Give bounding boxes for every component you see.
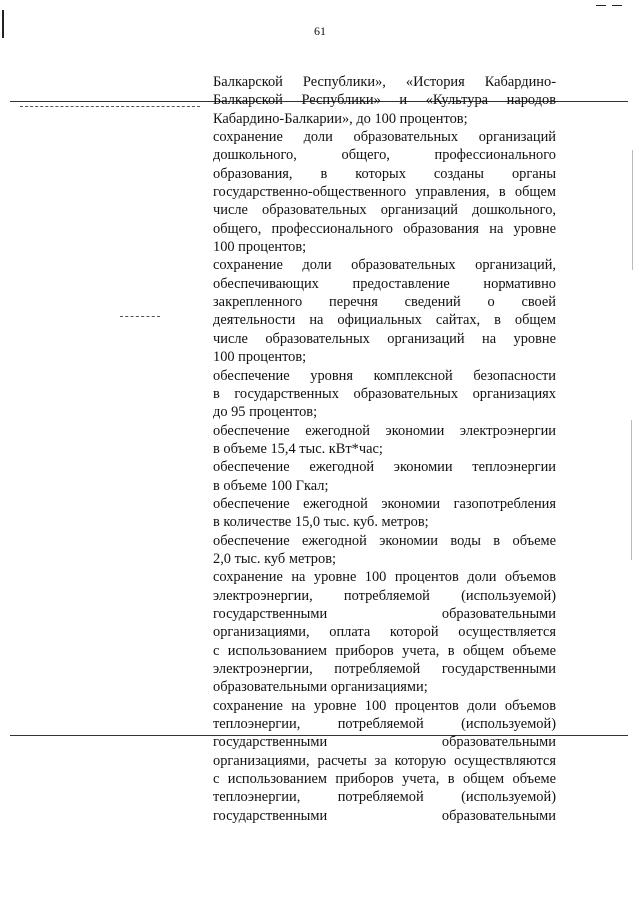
text-line: с использованием приборов учета, в общем объеме	[213, 642, 556, 659]
text-line: Балкарской Республики», «История Кабардино-	[213, 74, 556, 90]
text-line: обеспечение уровня комплексной безопасности	[213, 367, 556, 384]
text-line: государственными образовательными	[213, 734, 556, 751]
text-line: обеспечивающих предоставление нормативно	[213, 275, 556, 292]
text-line: 100 процентов;	[213, 239, 307, 256]
text-line: сохранение доли образовательных организаций,	[213, 257, 556, 274]
scan-top-right-mark	[596, 5, 606, 6]
scan-line	[20, 106, 200, 107]
text-line: обеспечение ежегодной экономии теплоэнергии	[213, 459, 556, 476]
text-line: числе образовательных организаций на уровне	[213, 330, 556, 347]
text-line: организациями, оплата которой осуществляется	[213, 624, 556, 641]
text-line: государственно-общественного управления, в общем	[213, 184, 556, 201]
text-line: в государственных образовательных организациях	[213, 385, 556, 402]
text-line: с использованием приборов учета, в общем объеме	[213, 771, 556, 788]
scan-right-edge-mark	[631, 420, 632, 560]
text-line: Кабардино-Балкарии», до 100 процентов;	[213, 110, 468, 127]
text-line: обеспечение ежегодной экономии газопотребления	[213, 495, 556, 512]
text-line: государственными образовательными	[213, 807, 556, 824]
text-line: до 95 процентов;	[213, 404, 318, 421]
text-line: в количестве 15,0 тыс. куб. метров;	[213, 514, 429, 531]
text-line: дошкольного, общего, профессионального	[213, 147, 556, 164]
text-line: обеспечение ежегодной экономии электроэнергии	[213, 422, 556, 439]
text-line: образовательными организациями;	[213, 679, 428, 696]
text-line: сохранение доли образовательных организаций	[213, 129, 556, 146]
text-line: в объеме 100 Гкал;	[213, 477, 329, 494]
text-line: государственными образовательными	[213, 605, 556, 622]
text-line: числе образовательных организаций дошкольного,	[213, 202, 556, 219]
scan-line	[120, 316, 160, 317]
text-line: сохранение на уровне 100 процентов доли объемов	[213, 569, 556, 586]
text-line: деятельности на официальных сайтах, в общем	[213, 312, 556, 329]
document-body	[213, 73, 556, 825]
page-number: 61	[314, 24, 326, 38]
text-line: теплоэнергии, потребляемой (используемой)	[213, 789, 556, 806]
text-line: в объеме 15,4 тыс. кВт*час;	[213, 440, 383, 457]
text-line: закрепленного перечня сведений о своей	[213, 294, 556, 311]
scan-top-right-mark	[612, 5, 622, 6]
text-line: Балкарской Республики» и «Культура народов	[213, 92, 556, 109]
text-line: общего, профессионального образования на уровне	[213, 220, 556, 237]
text-line: сохранение на уровне 100 процентов доли объемов	[213, 697, 556, 714]
text-line: 2,0 тыс. куб метров;	[213, 550, 336, 567]
text-line: образования, в которых созданы органы	[213, 165, 556, 182]
text-line: 100 процентов;	[213, 349, 307, 366]
scan-right-edge-mark	[632, 150, 633, 270]
text-line: теплоэнергии, потребляемой (используемой)	[213, 716, 556, 733]
text-line: электроэнергии, потребляемой (используемой)	[213, 587, 556, 604]
text-line: организациями, расчеты за которую осуществляются	[213, 752, 556, 769]
text-line: обеспечение ежегодной экономии воды в объеме	[213, 532, 556, 549]
text-line: электроэнергии, потребляемой государственными	[213, 661, 556, 677]
